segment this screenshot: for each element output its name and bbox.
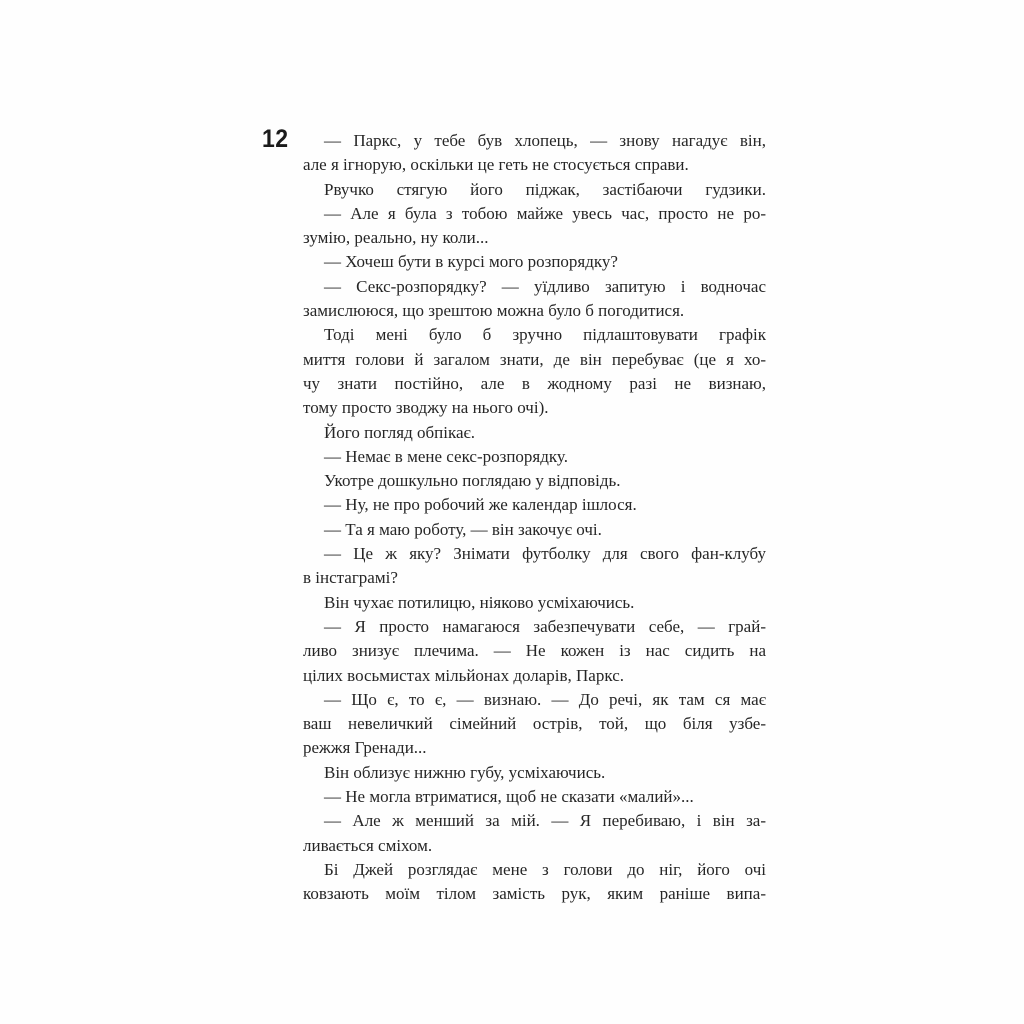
text-line: — Що є, то є, — визнаю. — До речі, як там ся має (324, 689, 766, 709)
text-line: — Секс-розпорядку? — уїдливо запитую і водночас (324, 276, 766, 296)
text-line: Його погляд обпікає. (324, 422, 476, 442)
text-line: Укотре дошкульно поглядаю у відповідь. (324, 471, 621, 491)
text-line: миття голови й загалом знати, де він перебуває (це я хо- (303, 349, 766, 369)
text-line: — Та я маю роботу, — він закочує очі. (324, 519, 602, 539)
text-line: Рвучко стягую його піджак, застібаючи гудзики. (324, 179, 766, 199)
text-line: — Це ж яку? Знімати футболку для свого фан-клубу (324, 544, 766, 564)
text-line: але я ігнорую, оскільки це геть не стосується справи. (303, 155, 689, 175)
text-line: ковзають моїм тілом замість рук, яким раніше випа- (303, 884, 766, 904)
text-line: Він чухає потилицю, ніяково усміхаючись. (324, 592, 635, 612)
text-line: ваш невеличкий сімейний острів, той, що біля узбе- (303, 714, 766, 734)
page-number: 12 (262, 125, 289, 153)
text-line: — Але ж менший за мій. — Я перебиваю, і він за- (324, 811, 766, 831)
text-line: — Я просто намагаюся забезпечувати себе, — грай- (324, 616, 766, 636)
text-line: чу знати постійно, але в жодному разі не визнаю, (303, 373, 766, 393)
text-line: Бі Джей розглядає мене з голови до ніг, його очі (324, 859, 766, 879)
text-line: ливо знизує плечима. — Не кожен із нас сидить на (303, 641, 766, 661)
text-line: зумію, реально, ну коли... (303, 228, 489, 248)
text-line: ливається сміхом. (303, 835, 433, 855)
text-line: режжя Гренади... (303, 738, 427, 758)
text-line: — Але я була з тобою майже увесь час, просто не ро- (324, 203, 766, 223)
text-line: — Немає в мене секс-розпорядку. (324, 446, 568, 466)
text-line: цілих восьмистах мільйонах доларів, Паркс. (303, 665, 624, 685)
text-line: — Ну, не про робочий же календар ішлося. (324, 495, 637, 515)
text-line: — Паркс, у тебе був хлопець, — знову нагадує він, (324, 131, 766, 150)
text-line: — Не могла втриматися, щоб не сказати «малий»... (324, 787, 694, 807)
text-line: Він облизує нижню губу, усміхаючись. (324, 762, 606, 782)
text-line: тому просто зводжу на нього очі). (303, 398, 549, 418)
text-line: замислююся, що зрештою можна було б погодитися. (303, 301, 685, 321)
text-line: — Хочеш бути в курсі мого розпорядку? (324, 252, 618, 272)
text-line: Тоді мені було б зручно підлаштовувати графік (324, 325, 766, 345)
text-line: в інстаграмі? (303, 568, 398, 588)
text-block (303, 129, 766, 907)
